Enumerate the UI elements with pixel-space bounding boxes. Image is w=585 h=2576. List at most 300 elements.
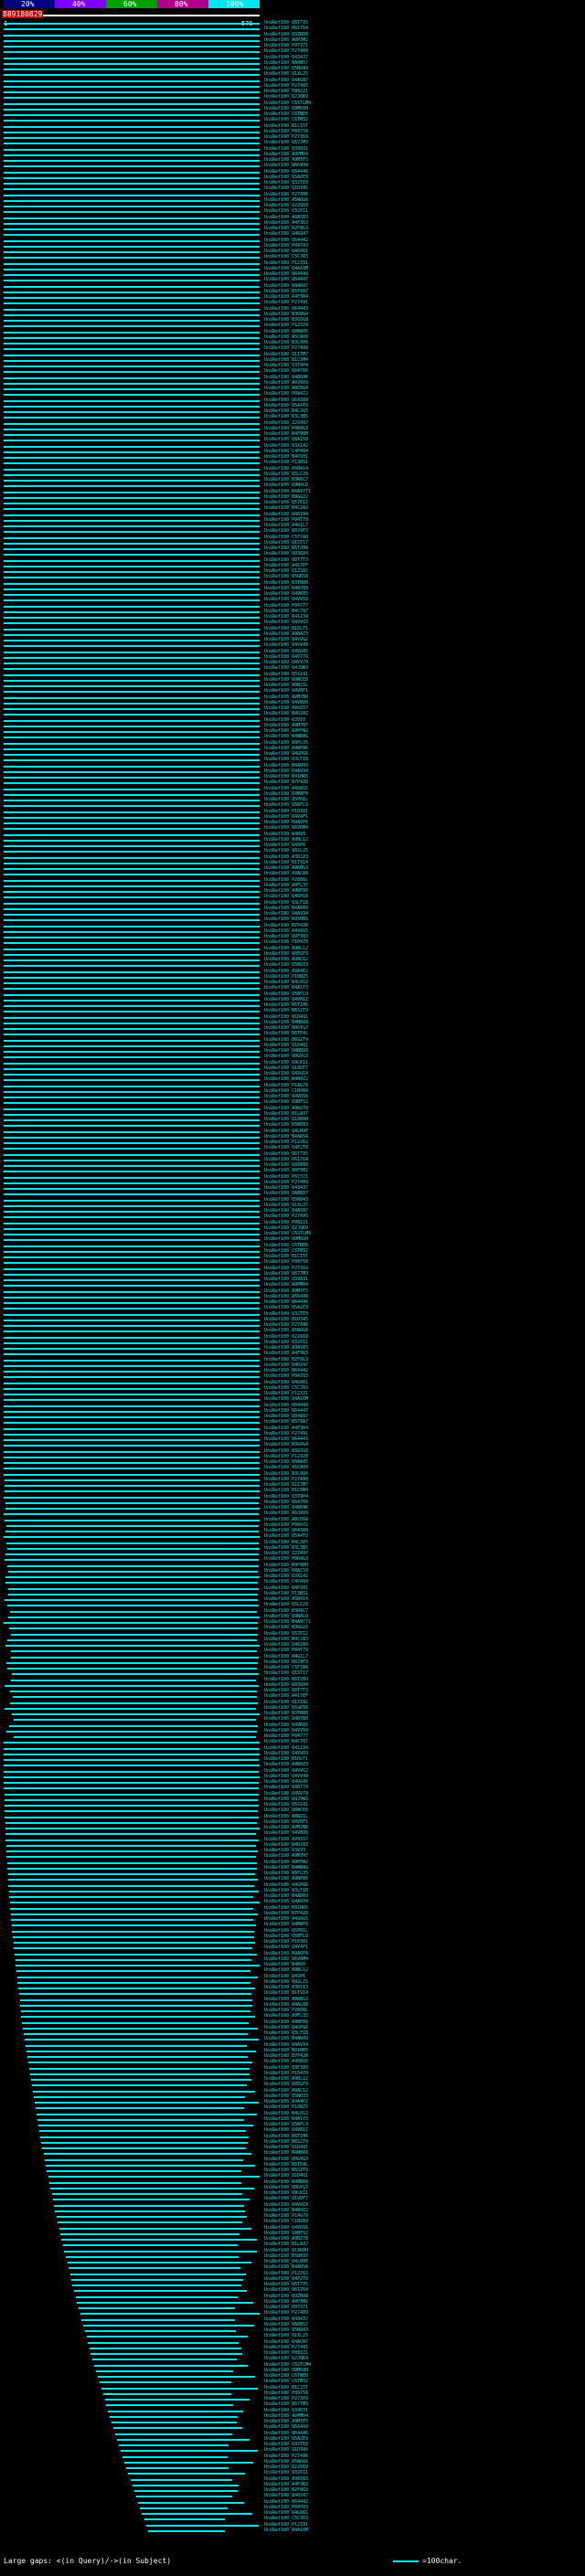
- hit-label[interactable]: UniRef100_A9B4Z3: [264, 631, 309, 637]
- hit-label[interactable]: UniRef100_B1LA37: [264, 1110, 309, 1117]
- hit-label[interactable]: UniRef100_A3R1X3: [264, 853, 309, 860]
- hit-bar[interactable]: [4, 86, 260, 88]
- hit-label[interactable]: UniRef100_A9FL35: [264, 739, 309, 746]
- hit-label[interactable]: UniRef100_Q9N4LD: [264, 482, 309, 489]
- hit-label[interactable]: UniRef100_Q1D4Q1: [264, 2145, 309, 2150]
- hit-bar[interactable]: [4, 492, 260, 493]
- hit-bar[interactable]: [105, 2399, 250, 2401]
- hit-label[interactable]: UniRef100_A9PFW2: [264, 728, 309, 734]
- hit-label[interactable]: UniRef100_Q22669: [264, 203, 309, 208]
- hit-bar[interactable]: [21, 2010, 250, 2012]
- hit-label[interactable]: UniRef100_Q57E12: [264, 1630, 309, 1637]
- hit-label[interactable]: UniRef100_A9FL35: [264, 882, 309, 888]
- hit-label[interactable]: UniRef100_B2F8G3: [264, 2487, 309, 2493]
- hit-bar[interactable]: [126, 2467, 229, 2469]
- hit-bar[interactable]: [128, 2473, 245, 2475]
- hit-label[interactable]: UniRef100_Q0GYG3: [264, 2184, 309, 2190]
- hit-label[interactable]: UniRef100_Q4A10M: [264, 1396, 309, 1403]
- hit-label[interactable]: UniRef100_A8CEG0: [264, 386, 309, 391]
- hit-bar[interactable]: [131, 2479, 232, 2481]
- hit-label[interactable]: UniRef100_B4C2A3: [264, 1636, 309, 1642]
- hit-bar[interactable]: [4, 23, 260, 25]
- hit-bar[interactable]: [4, 1748, 260, 1750]
- hit-label[interactable]: UniRef100_Q1Z1B2: [264, 1699, 309, 1705]
- hit-bar[interactable]: [9, 1627, 258, 1629]
- hit-label[interactable]: UniRef100_Q9ZR08: [264, 31, 309, 37]
- hit-label[interactable]: UniRef100_Q32P11: [264, 2470, 309, 2476]
- hit-bar[interactable]: [4, 640, 260, 641]
- hit-label[interactable]: UniRef100_B6T2H9: [264, 1676, 309, 1682]
- hit-bar[interactable]: [4, 1474, 260, 1476]
- hit-label[interactable]: UniRef100_P04783: [264, 2504, 309, 2510]
- hit-label[interactable]: UniRef100_B1C5M4: [264, 1488, 309, 1494]
- hit-label[interactable]: UniRef100_Z2Z497: [264, 419, 309, 426]
- hit-label[interactable]: UniRef100_A0P3M2: [264, 37, 309, 43]
- hit-label[interactable]: UniRef100_A9A4E2: [264, 968, 309, 974]
- hit-label[interactable]: UniRef100_Q4V0F1: [264, 688, 309, 694]
- hit-label[interactable]: UniRef100_Q4ACN7: [264, 2338, 309, 2345]
- hit-label[interactable]: UniRef100_Q03G04: [264, 551, 309, 557]
- hit-bar[interactable]: [4, 720, 260, 722]
- hit-bar[interactable]: [5, 1794, 259, 1796]
- hit-label[interactable]: UniRef100_B9GG22: [264, 493, 309, 500]
- hit-label[interactable]: UniRef100_A9A5B3: [264, 2475, 309, 2482]
- hit-bar[interactable]: [74, 2290, 247, 2292]
- hit-bar[interactable]: [4, 1051, 260, 1053]
- hit-label[interactable]: UniRef100_Q4VBV8: [264, 1830, 309, 1837]
- hit-label[interactable]: UniRef100_Q32P11: [264, 1339, 309, 1345]
- hit-label[interactable]: UniRef100_A5CAU9: [264, 334, 309, 340]
- hit-bar[interactable]: [4, 680, 260, 682]
- hit-label[interactable]: UniRef100_B4NBX8: [264, 1048, 309, 1054]
- hit-bar[interactable]: [4, 183, 260, 185]
- hit-bar[interactable]: [5, 1485, 259, 1487]
- hit-label[interactable]: UniRef100_Q4ACN7: [264, 77, 309, 83]
- hit-bar[interactable]: [4, 1074, 260, 1076]
- hit-bar[interactable]: [122, 2456, 228, 2458]
- hit-label[interactable]: UniRef100_B3G0G4: [264, 1442, 309, 1448]
- hit-bar[interactable]: [4, 325, 260, 327]
- hit-label[interactable]: UniRef100_Q39831: [264, 145, 309, 152]
- hit-bar[interactable]: [4, 1405, 260, 1407]
- hit-bar[interactable]: [4, 154, 260, 156]
- hit-bar[interactable]: [148, 2530, 225, 2532]
- hit-label[interactable]: UniRef100_C4P4Q4: [264, 448, 309, 454]
- hit-label[interactable]: UniRef100_Q1XL25: [264, 71, 309, 78]
- hit-bar[interactable]: [39, 2130, 246, 2132]
- hit-label[interactable]: UniRef100_Q5A4TO: [264, 402, 309, 408]
- hit-label[interactable]: UniRef100_P08221: [264, 89, 309, 94]
- hit-bar[interactable]: [4, 337, 260, 339]
- hit-bar[interactable]: [4, 531, 260, 533]
- hit-label[interactable]: UniRef100_B4AD09: [264, 1893, 309, 1899]
- hit-bar[interactable]: [63, 2244, 238, 2246]
- hit-label[interactable]: UniRef100_Q4VQ1X: [264, 2201, 309, 2208]
- hit-bar[interactable]: [4, 817, 260, 819]
- hit-bar[interactable]: [4, 771, 260, 773]
- hit-bar[interactable]: [80, 2313, 260, 2315]
- hit-bar[interactable]: [30, 2073, 250, 2075]
- hit-bar[interactable]: [106, 2404, 233, 2406]
- hit-label[interactable]: UniRef100_Q1I7M7: [264, 351, 309, 357]
- hit-label[interactable]: UniRef100_Q4LH9E: [264, 2259, 309, 2264]
- hit-label[interactable]: UniRef100_B91HR5: [264, 1904, 309, 1911]
- hit-label[interactable]: UniRef100_0A0B57: [264, 2321, 309, 2327]
- hit-bar[interactable]: [72, 2284, 241, 2286]
- hit-bar[interactable]: [4, 1056, 260, 1058]
- hit-bar[interactable]: [4, 954, 260, 956]
- hit-bar[interactable]: [19, 1993, 251, 1995]
- hit-label[interactable]: UniRef100_Q66499: [264, 163, 309, 169]
- hit-bar[interactable]: [4, 782, 260, 784]
- hit-label[interactable]: UniRef100_C6TNE6: [264, 111, 309, 117]
- hit-bar[interactable]: [4, 1097, 260, 1098]
- hit-bar[interactable]: [4, 594, 260, 596]
- hit-label[interactable]: UniRef100_P08472: [264, 1521, 309, 1528]
- hit-bar[interactable]: [4, 377, 260, 379]
- hit-label[interactable]: UniRef100_Q0WCE6: [264, 676, 309, 683]
- hit-label[interactable]: UniRef100_P27409: [264, 1179, 309, 1185]
- hit-label[interactable]: UniRef100_P09758: [264, 2390, 309, 2396]
- hit-bar[interactable]: [4, 674, 260, 676]
- hit-bar[interactable]: [10, 1702, 258, 1704]
- hit-label[interactable]: UniRef100_B4L012: [264, 980, 309, 985]
- hit-label[interactable]: UniRef100_Q9M6VH: [264, 105, 309, 111]
- hit-bar[interactable]: [4, 800, 260, 801]
- hit-bar[interactable]: [53, 2199, 250, 2200]
- hit-bar[interactable]: [38, 2125, 253, 2126]
- hit-label[interactable]: UniRef100_B9GG22: [264, 1625, 309, 1631]
- hit-label[interactable]: UniRef100_Q0GYG3: [264, 1054, 309, 1060]
- hit-label[interactable]: UniRef100_C5F7A8: [264, 1665, 309, 1670]
- hit-bar[interactable]: [4, 1314, 260, 1316]
- hit-label[interactable]: UniRef100_B3R6C7: [264, 1607, 309, 1614]
- hit-bar[interactable]: [7, 1868, 256, 1870]
- hit-bar[interactable]: [4, 91, 260, 93]
- hit-label[interactable]: UniRef100_Q4VG45: [264, 1779, 309, 1785]
- hit-label[interactable]: UniRef100_Q0GYG3: [264, 2156, 309, 2162]
- hit-bar[interactable]: [4, 251, 260, 253]
- hit-bar[interactable]: [4, 554, 260, 556]
- hit-bar[interactable]: [4, 280, 260, 281]
- hit-bar[interactable]: [4, 1165, 260, 1167]
- hit-bar[interactable]: [94, 2365, 248, 2367]
- hit-bar[interactable]: [4, 1325, 260, 1327]
- hit-bar[interactable]: [4, 766, 260, 768]
- hit-bar[interactable]: [9, 1725, 258, 1727]
- hit-label[interactable]: UniRef100_Q4A10M: [264, 2527, 309, 2533]
- hit-bar[interactable]: [9, 1891, 259, 1892]
- hit-label[interactable]: UniRef100_Q5GK58: [264, 574, 309, 580]
- hit-label[interactable]: UniRef100_Q32P11: [264, 208, 309, 215]
- hit-bar[interactable]: [4, 1439, 260, 1441]
- hit-bar[interactable]: [4, 366, 260, 367]
- hit-bar[interactable]: [134, 2490, 238, 2492]
- hit-bar[interactable]: [4, 469, 260, 471]
- hit-label[interactable]: UniRef100_B6T1H6: [264, 1002, 309, 1008]
- hit-label[interactable]: UniRef100_C4P4Q4: [264, 1579, 309, 1585]
- hit-label[interactable]: UniRef100_A9NFB6: [264, 2019, 309, 2025]
- hit-bar[interactable]: [17, 1977, 258, 1978]
- hit-bar[interactable]: [4, 1771, 259, 1773]
- hit-bar[interactable]: [4, 314, 260, 316]
- hit-bar[interactable]: [4, 1337, 260, 1339]
- hit-label[interactable]: UniRef100_Z2Z497: [264, 1551, 309, 1556]
- hit-bar[interactable]: [4, 58, 260, 59]
- hit-label[interactable]: UniRef100_P07371: [264, 2305, 309, 2310]
- hit-bar[interactable]: [4, 811, 260, 813]
- hit-label[interactable]: UniRef100_Q4V4F1: [264, 1945, 309, 1951]
- hit-label[interactable]: UniRef100_C6STLM4: [264, 2361, 312, 2368]
- hit-label[interactable]: UniRef100_Q5GK58: [264, 1704, 309, 1711]
- hit-bar[interactable]: [5, 1805, 259, 1807]
- hit-bar[interactable]: [20, 1999, 253, 2001]
- hit-bar[interactable]: [16, 1970, 250, 1972]
- hit-bar[interactable]: [7, 1639, 257, 1641]
- hit-bar[interactable]: [113, 2427, 242, 2429]
- hit-label[interactable]: UniRef100_Q64442: [264, 2498, 309, 2505]
- hit-label[interactable]: UniRef100_Q0A605: [264, 1459, 309, 1465]
- hit-label[interactable]: UniRef100_Q64449: [264, 271, 309, 277]
- hit-bar[interactable]: [6, 1845, 256, 1847]
- hit-label[interactable]: UniRef100_A9M7H7: [264, 722, 309, 728]
- hit-label[interactable]: UniRef100_B4NBX8: [264, 2178, 309, 2185]
- hit-bar[interactable]: [5, 1553, 258, 1555]
- hit-bar[interactable]: [4, 583, 260, 585]
- hit-bar[interactable]: [4, 149, 260, 151]
- hit-label[interactable]: UniRef100_B4NBX8: [264, 2150, 309, 2157]
- hit-bar[interactable]: [4, 1622, 258, 1624]
- hit-label[interactable]: UniRef100_Q64446: [264, 2430, 309, 2436]
- hit-bar[interactable]: [5, 1531, 259, 1532]
- hit-bar[interactable]: [4, 885, 260, 887]
- hit-label[interactable]: UniRef100_Q677M3: [264, 2401, 309, 2408]
- hit-bar[interactable]: [4, 908, 260, 910]
- hit-bar[interactable]: [4, 634, 260, 636]
- hit-label[interactable]: UniRef100_Q5NQ43: [264, 1196, 309, 1203]
- hit-label[interactable]: UniRef100_Q64449: [264, 1402, 309, 1408]
- hit-label[interactable]: UniRef100_B1LA37: [264, 2242, 309, 2248]
- hit-label[interactable]: UniRef100_Q4VD56: [264, 2224, 309, 2231]
- hit-label[interactable]: UniRef100_C5C7R3: [264, 254, 309, 260]
- hit-bar[interactable]: [4, 726, 260, 727]
- hit-bar[interactable]: [12, 1931, 254, 1933]
- hit-bar[interactable]: [5, 1833, 256, 1835]
- hit-label[interactable]: UniRef100_A9SS57: [264, 1836, 309, 1842]
- hit-bar[interactable]: [58, 2221, 241, 2223]
- hit-bar[interactable]: [57, 2216, 247, 2218]
- hit-bar[interactable]: [4, 434, 260, 436]
- hit-label[interactable]: UniRef100_Q5S141: [264, 671, 309, 677]
- hit-bar[interactable]: [4, 383, 260, 385]
- hit-bar[interactable]: [4, 1365, 260, 1367]
- hit-label[interactable]: UniRef100_Q8A159: [264, 437, 309, 443]
- hit-bar[interactable]: [4, 1291, 260, 1293]
- hit-label[interactable]: UniRef100_A9B278: [264, 1105, 309, 1111]
- hit-bar[interactable]: [4, 1383, 260, 1384]
- hit-label[interactable]: UniRef100_A9KBG3: [264, 1996, 309, 2002]
- hit-bar[interactable]: [14, 1942, 255, 1944]
- hit-bar[interactable]: [4, 685, 260, 687]
- hit-bar[interactable]: [47, 2170, 241, 2172]
- hit-label[interactable]: UniRef100_A9FL35: [264, 2013, 309, 2019]
- hit-bar[interactable]: [26, 2045, 248, 2047]
- hit-bar[interactable]: [27, 2051, 256, 2052]
- hit-label[interactable]: UniRef100_P27369: [264, 2396, 309, 2401]
- hit-bar[interactable]: [4, 1468, 260, 1469]
- hit-bar[interactable]: [4, 777, 260, 779]
- hit-label[interactable]: UniRef100_C5C7R3: [264, 1384, 309, 1391]
- hit-label[interactable]: UniRef100_Q9ZR08: [264, 1162, 309, 1168]
- hit-label[interactable]: UniRef100_B4AD09: [264, 905, 309, 911]
- hit-label[interactable]: UniRef100_Q0T7T3: [264, 557, 309, 563]
- hit-label[interactable]: UniRef100_Q64388: [264, 397, 309, 403]
- hit-bar[interactable]: [4, 965, 260, 967]
- hit-label[interactable]: UniRef100_B4AD5A: [264, 1133, 309, 1140]
- hit-bar[interactable]: [4, 971, 260, 973]
- hit-bar[interactable]: [6, 1525, 259, 1527]
- hit-bar[interactable]: [77, 2302, 252, 2304]
- hit-label[interactable]: UniRef100_Q9BFS2: [264, 2230, 309, 2236]
- hit-label[interactable]: UniRef100_Q5A4TO: [264, 1533, 309, 1540]
- hit-bar[interactable]: [4, 588, 260, 590]
- hit-bar[interactable]: [8, 1873, 255, 1875]
- hit-bar[interactable]: [4, 896, 260, 898]
- hit-bar[interactable]: [4, 1137, 260, 1139]
- hit-bar[interactable]: [5, 1685, 259, 1687]
- hit-bar[interactable]: [23, 2028, 257, 2030]
- hit-label[interactable]: UniRef100_Q32TE0: [264, 2442, 309, 2447]
- hit-label[interactable]: UniRef100_Q4SP6: [264, 843, 306, 848]
- hit-label[interactable]: UniRef100_B4P1H1: [264, 454, 309, 460]
- hit-bar[interactable]: [12, 1673, 259, 1675]
- hit-bar[interactable]: [4, 195, 260, 196]
- hit-label[interactable]: UniRef100_Q4VD56: [264, 1094, 309, 1099]
- hit-bar[interactable]: [4, 132, 260, 133]
- hit-label[interactable]: UniRef100_Q19UF7: [264, 1065, 309, 1071]
- hit-bar[interactable]: [4, 548, 260, 550]
- hit-label[interactable]: UniRef100_B4AD09: [264, 762, 309, 769]
- hit-bar[interactable]: [69, 2267, 239, 2269]
- hit-label[interactable]: UniRef100_B4AD5A: [264, 2264, 309, 2271]
- hit-bar[interactable]: [29, 2068, 250, 2070]
- hit-label[interactable]: UniRef100_Q4VB1Z: [264, 996, 309, 1002]
- hit-bar[interactable]: [4, 80, 260, 82]
- hit-bar[interactable]: [4, 863, 260, 864]
- hit-label[interactable]: UniRef100_Q4GPG6: [264, 751, 309, 757]
- hit-bar[interactable]: [115, 2433, 232, 2435]
- hit-bar[interactable]: [61, 2239, 257, 2241]
- hit-bar[interactable]: [4, 423, 260, 425]
- hit-label[interactable]: UniRef100_P08472: [264, 391, 309, 398]
- hit-bar[interactable]: [4, 949, 260, 950]
- hit-label[interactable]: UniRef100_Q677M3: [264, 1270, 309, 1277]
- hit-label[interactable]: UniRef100_P13BS1: [264, 460, 309, 466]
- hit-bar[interactable]: [4, 1279, 260, 1281]
- hit-bar[interactable]: [7, 1548, 260, 1550]
- hit-label[interactable]: UniRef100_A5B414: [264, 1596, 309, 1602]
- hit-bar[interactable]: [4, 645, 260, 647]
- hit-label[interactable]: UniRef100_P10301: [264, 808, 309, 814]
- hit-bar[interactable]: [7, 1605, 259, 1606]
- hit-label[interactable]: UniRef100_P27409: [264, 48, 309, 55]
- hit-bar[interactable]: [11, 1913, 258, 1915]
- hit-bar[interactable]: [13, 1696, 257, 1698]
- hit-bar[interactable]: [4, 599, 260, 601]
- hit-label[interactable]: UniRef100_Q04687: [264, 282, 309, 289]
- hit-label[interactable]: UniRef100_Q02L25: [264, 848, 309, 854]
- hit-label[interactable]: UniRef100_A9BL12: [264, 836, 309, 843]
- hit-bar[interactable]: [68, 2262, 251, 2263]
- hit-label[interactable]: UniRef100_P27496: [264, 1322, 309, 1328]
- hit-bar[interactable]: [90, 2348, 241, 2349]
- hit-label[interactable]: UniRef100_A0J9V9: [264, 1511, 309, 1517]
- hit-label[interactable]: UniRef100_Q64442: [264, 237, 309, 243]
- hit-bar[interactable]: [4, 1223, 260, 1224]
- hit-label[interactable]: UniRef100_B6TE4L: [264, 2161, 309, 2168]
- hit-bar[interactable]: [4, 348, 260, 350]
- hit-label[interactable]: UniRef100_Q5BFL9: [264, 991, 309, 997]
- hit-bar[interactable]: [5, 1822, 257, 1824]
- hit-label[interactable]: UniRef100_Q3T9P4: [264, 1493, 309, 1500]
- hit-label[interactable]: UniRef100_B4WB8G: [264, 734, 309, 740]
- hit-bar[interactable]: [4, 302, 260, 304]
- hit-label[interactable]: UniRef100_Q4VQ1X: [264, 1071, 309, 1076]
- hit-bar[interactable]: [124, 2462, 253, 2464]
- hit-bar[interactable]: [79, 2307, 235, 2309]
- hit-bar[interactable]: [54, 2205, 244, 2207]
- hit-label[interactable]: UniRef100_Q4VBV8: [264, 699, 309, 705]
- hit-bar[interactable]: [4, 274, 260, 276]
- hit-label[interactable]: UniRef100_Q461B4: [264, 1642, 309, 1648]
- hit-label[interactable]: UniRef100_P27369: [264, 1265, 309, 1271]
- hit-label[interactable]: UniRef100_Q1Z1B2: [264, 568, 309, 574]
- hit-label[interactable]: UniRef100_Q677M3: [264, 140, 309, 146]
- hit-label[interactable]: UniRef100_Q4VV59: [264, 1727, 309, 1733]
- hit-bar[interactable]: [33, 2091, 255, 2093]
- hit-label[interactable]: UniRef100_C6STLM4: [264, 100, 312, 106]
- hit-label[interactable]: UniRef100_P10BZ5: [264, 973, 309, 980]
- hit-label[interactable]: UniRef100_Q5NQ43: [264, 66, 309, 71]
- hit-bar[interactable]: [5, 1502, 259, 1504]
- hit-label[interactable]: UniRef100_A4G1L7: [264, 1653, 309, 1659]
- hit-label[interactable]: UniRef100_P0R9G3: [264, 425, 309, 431]
- hit-label[interactable]: UniRef100_Q1D345: [264, 2447, 309, 2454]
- hit-label[interactable]: UniRef100_Q39831: [264, 2407, 309, 2413]
- hit-bar[interactable]: [4, 1102, 260, 1104]
- hit-label[interactable]: UniRef100_Q4VG45: [264, 648, 309, 654]
- hit-bar[interactable]: [4, 1068, 260, 1070]
- hit-bar[interactable]: [4, 919, 260, 921]
- hit-label[interactable]: UniRef100_Q4B69K: [264, 374, 309, 380]
- hit-bar[interactable]: [4, 74, 260, 76]
- hit-label[interactable]: UniRef100_B3G0G4: [264, 311, 309, 317]
- hit-label[interactable]: UniRef100_B4AD09: [264, 2036, 309, 2042]
- hit-bar[interactable]: [4, 1497, 259, 1499]
- hit-label[interactable]: UniRef100_P27495: [264, 1214, 309, 1220]
- hit-label[interactable]: UniRef100_Q4VV03: [264, 1750, 309, 1756]
- hit-label[interactable]: UniRef100_O61764: [264, 2287, 309, 2294]
- hit-bar[interactable]: [10, 1908, 253, 1910]
- hit-label[interactable]: UniRef100_Q64442: [264, 1368, 309, 1373]
- hit-label[interactable]: UniRef100_Q0EGF9: [264, 2082, 309, 2088]
- hit-bar[interactable]: [4, 520, 260, 522]
- hit-bar[interactable]: [4, 474, 260, 476]
- hit-bar[interactable]: [5, 1708, 256, 1710]
- hit-bar[interactable]: [4, 206, 260, 207]
- hit-label[interactable]: UniRef100_A5WGG6: [264, 1328, 309, 1334]
- hit-label[interactable]: UniRef100_Q1D4Q1: [264, 1013, 309, 1020]
